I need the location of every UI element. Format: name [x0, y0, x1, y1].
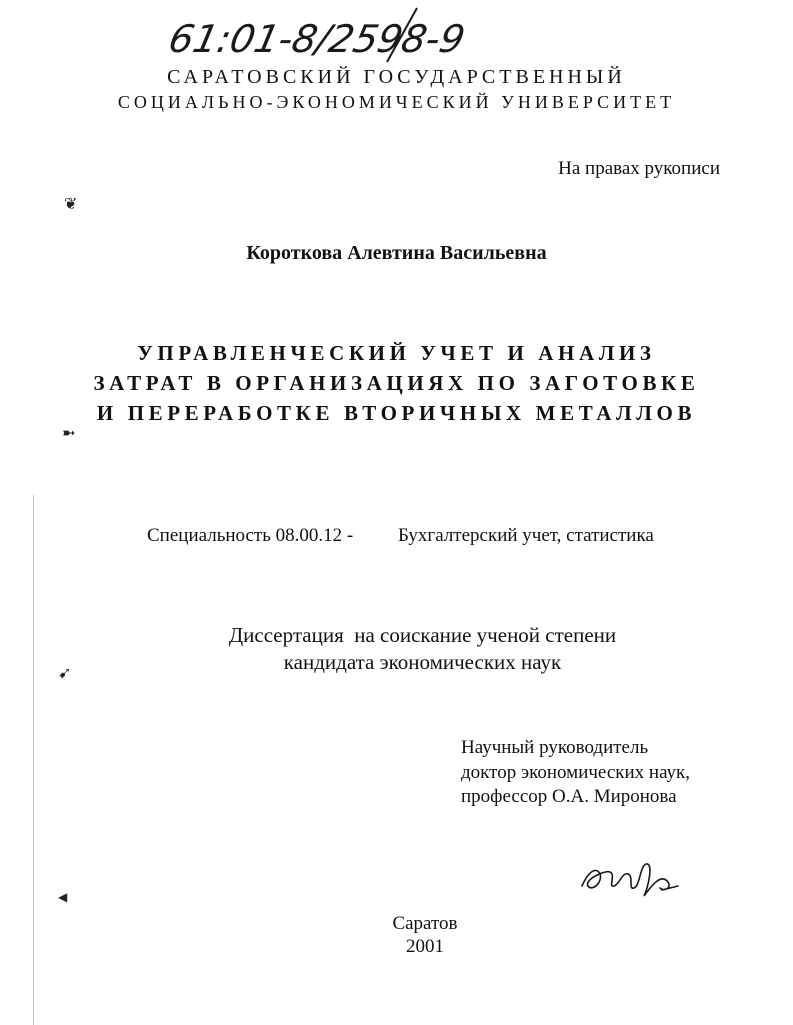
archive-number-drawing — [165, 4, 585, 66]
archive-number-text: 61:01-8/2598-9 — [165, 17, 469, 62]
advisor-name: профессор О.А. Миронова — [461, 786, 677, 807]
advisor-role: Научный руководитель — [461, 737, 649, 758]
university-name-line2: СОЦИАЛЬНО-ЭКОНОМИЧЕСКИЙ УНИВЕРСИТЕТ — [117, 92, 676, 112]
year: 2001 — [406, 936, 444, 957]
scan-mark: ❦ — [64, 196, 78, 213]
city: Саратов — [392, 913, 458, 934]
scan-mark: ➼ — [62, 425, 76, 442]
dissertation-line1: Диссертация на соискание ученой степени — [228, 623, 617, 647]
advisor-degree: доктор экономических наук, — [461, 762, 691, 783]
university-name-line1: САРАТОВСКИЙ ГОСУДАРСТВЕННЫЙ — [167, 66, 626, 88]
specialty-name: Бухгалтерский учет, статистика — [398, 525, 654, 546]
scan-mark: ➹ — [58, 665, 72, 682]
rights-note: На правах рукописи — [558, 158, 720, 179]
signature-drawing — [574, 852, 684, 902]
specialty-code: Специальность 08.00.12 - — [147, 525, 354, 546]
title-line1: УПРАВЛЕНЧЕСКИЙ УЧЕТ И АНАЛИЗ — [137, 341, 656, 365]
scan-mark: ◀ — [58, 890, 68, 904]
dissertation-line2: кандидата экономических наук — [283, 650, 562, 674]
title-line3: И ПЕРЕРАБОТКЕ ВТОРИЧНЫХ МЕТАЛЛОВ — [96, 401, 697, 425]
author-name: Короткова Алевтина Васильевна — [246, 242, 547, 264]
archive-number-handwritten — [165, 4, 585, 66]
title-line2: ЗАТРАТ В ОРГАНИЗАЦИЯХ ПО ЗАГОТОВКЕ — [93, 371, 700, 395]
handwritten-signature — [574, 852, 684, 902]
